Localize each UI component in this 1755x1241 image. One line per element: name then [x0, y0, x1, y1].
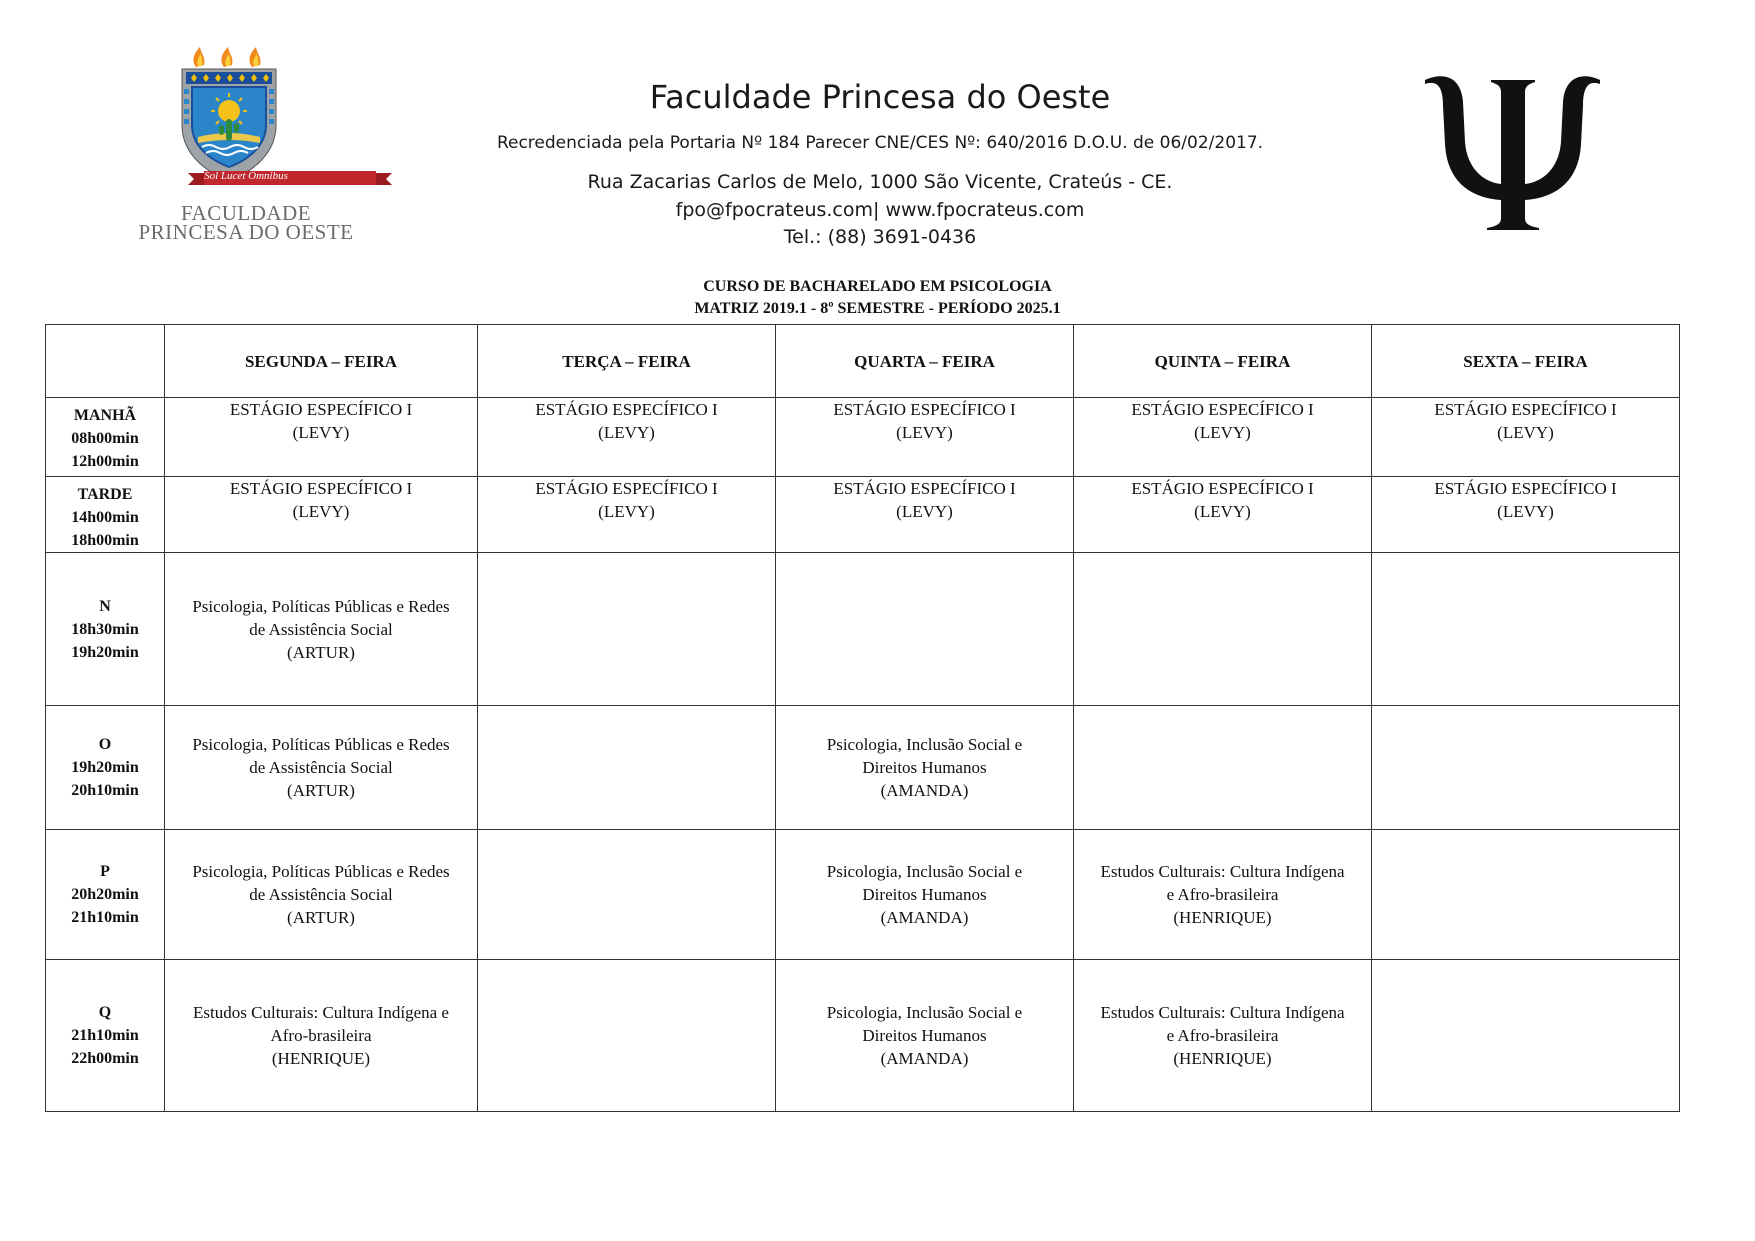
period-time: 19h20min	[71, 759, 139, 776]
class-cell-tuesday	[478, 477, 776, 553]
teacher-name: (AMANDA)	[880, 908, 969, 927]
address-text: Rua Zacarias Carlos de Melo, 1000 São Vicente, Crateús - CE.	[587, 171, 1173, 193]
class-cell-wednesday	[776, 830, 1074, 960]
period-label: O	[98, 736, 112, 753]
teacher-name: (LEVY)	[292, 502, 350, 521]
subject-line: Direitos Humanos	[862, 758, 987, 777]
class-cell-tuesday	[478, 553, 776, 706]
crest-icon	[174, 45, 284, 185]
table-row	[46, 477, 1680, 553]
header-day-thursday: QUINTA – FEIRA	[1074, 325, 1372, 398]
subject-line: Psicologia, Inclusão Social e	[826, 735, 1023, 754]
period-label: N	[99, 597, 111, 615]
subject-line: Psicologia, Inclusão Social e	[826, 862, 1023, 881]
class-cell-thursday	[1074, 477, 1372, 553]
subject-line: Direitos Humanos	[862, 1026, 987, 1045]
faculty-logo	[130, 45, 354, 245]
subject-line: de Assistência Social	[249, 758, 393, 777]
subject-line: Estudos Culturais: Cultura Indígena	[1100, 862, 1345, 881]
subject-line: ESTÁGIO ESPECÍFICO I	[833, 479, 1016, 498]
logo-name-line1: FACULDADE	[180, 201, 312, 225]
subject-line: ESTÁGIO ESPECÍFICO I	[1131, 479, 1314, 498]
class-cell-friday	[1372, 477, 1680, 553]
period-time: 20h20min	[71, 886, 139, 903]
period-label: MANHÃ	[73, 407, 137, 424]
teacher-name: (HENRIQUE)	[271, 1049, 371, 1068]
period-cell	[46, 960, 165, 1112]
subject-line: e Afro-brasileira	[1166, 885, 1279, 904]
class-cell-thursday	[1074, 960, 1372, 1112]
subject-line: Estudos Culturais: Cultura Indígena e	[193, 1003, 449, 1022]
accreditation-text: Recredenciada pela Portaria Nº 184 Parecer CNE/CES Nº: 640/2016 D.O.U. de 06/02/2017.	[496, 133, 1264, 153]
subject-line: Psicologia, Políticas Públicas e Redes	[192, 735, 450, 754]
teacher-name: (LEVY)	[1194, 502, 1251, 521]
motto-ribbon	[130, 167, 362, 189]
class-cell-friday	[1372, 830, 1680, 960]
class-cell-friday	[1372, 960, 1680, 1112]
table-row	[46, 960, 1680, 1112]
class-cell-tuesday	[478, 706, 776, 830]
class-cell-wednesday	[776, 960, 1074, 1112]
teacher-name: (LEVY)	[1497, 423, 1554, 442]
period-cell	[46, 706, 165, 830]
class-cell-wednesday	[776, 553, 1074, 706]
subject-line: Estudos Culturais: Cultura Indígena	[1100, 1003, 1345, 1022]
class-cell-friday	[1372, 706, 1680, 830]
period-time: 20h10min	[71, 782, 139, 799]
subject-line: de Assistência Social	[249, 885, 393, 904]
subject-line: ESTÁGIO ESPECÍFICO I	[535, 479, 718, 498]
table-header-row	[46, 325, 1680, 398]
teacher-name: (HENRIQUE)	[1173, 1049, 1272, 1068]
teacher-name: (LEVY)	[896, 423, 953, 442]
period-time: 18h00min	[71, 532, 139, 549]
table-row	[46, 398, 1680, 477]
teacher-name: (LEVY)	[1497, 502, 1554, 521]
header-day-wednesday: QUARTA – FEIRA	[776, 325, 1074, 398]
teacher-name: (ARTUR)	[287, 642, 355, 662]
header-day-tuesday: TERÇA – FEIRA	[478, 325, 776, 398]
class-cell-tuesday	[478, 960, 776, 1112]
period-cell	[46, 398, 165, 477]
class-cell-monday	[165, 706, 478, 830]
period-time: 22h00min	[71, 1050, 139, 1067]
class-cell-monday	[165, 477, 478, 553]
class-cell-thursday	[1074, 398, 1372, 477]
class-cell-tuesday	[478, 830, 776, 960]
class-cell-thursday	[1074, 706, 1372, 830]
subject-line: Direitos Humanos	[862, 885, 987, 904]
header-corner-cell	[46, 325, 165, 398]
class-cell-monday	[165, 398, 478, 477]
teacher-name: (LEVY)	[292, 423, 350, 442]
class-cell-monday	[165, 830, 478, 960]
class-cell-wednesday	[776, 398, 1074, 477]
teacher-name: (LEVY)	[896, 502, 953, 521]
period-time: 14h00min	[71, 509, 139, 526]
motto-text: Sol Lucet Omnibus	[204, 170, 288, 182]
period-label: TARDE	[77, 486, 133, 503]
class-cell-monday	[165, 960, 478, 1112]
course-subtitle: MATRIZ 2019.1 - 8º SEMESTRE - PERÍODO 2025.1	[694, 300, 1061, 317]
subject-line: ESTÁGIO ESPECÍFICO I	[833, 400, 1016, 419]
phone-text: Tel.: (88) 3691-0436	[783, 226, 977, 248]
teacher-name: (LEVY)	[598, 423, 655, 442]
teacher-name: (AMANDA)	[880, 781, 969, 800]
period-label: P	[100, 863, 110, 880]
class-cell-wednesday	[776, 477, 1074, 553]
schedule-table	[45, 324, 1680, 1112]
teacher-name: (ARTUR)	[287, 908, 355, 927]
period-label: Q	[98, 1004, 112, 1021]
table-row	[46, 830, 1680, 960]
flames-icon	[193, 47, 260, 67]
header-day-friday: SEXTA – FEIRA	[1372, 325, 1680, 398]
subject-line: ESTÁGIO ESPECÍFICO I	[1434, 400, 1617, 419]
class-cell-friday	[1372, 398, 1680, 477]
class-cell-wednesday	[776, 706, 1074, 830]
period-time: 18h30min	[71, 620, 139, 638]
subject-line: Afro-brasileira	[270, 1026, 372, 1045]
contact-text: fpo@fpocrateus.com| www.fpocrateus.com	[675, 199, 1085, 221]
teacher-name: (AMANDA)	[880, 1049, 969, 1068]
subject-line: e Afro-brasileira	[1166, 1026, 1279, 1045]
psi-symbol-icon	[1425, 72, 1600, 232]
subject-line: Psicologia, Políticas Públicas e Redes	[192, 862, 450, 881]
period-time: 19h20min	[71, 643, 139, 661]
subject-line: ESTÁGIO ESPECÍFICO I	[1131, 400, 1314, 419]
teacher-name: (ARTUR)	[287, 781, 355, 800]
period-cell	[46, 553, 165, 706]
institution-name: Faculdade Princesa do Oeste	[649, 78, 1111, 116]
subject-line: ESTÁGIO ESPECÍFICO I	[1434, 479, 1617, 498]
period-time: 21h10min	[71, 1027, 139, 1044]
subject-line: Psicologia, Inclusão Social e	[826, 1003, 1023, 1022]
period-cell	[46, 477, 165, 553]
period-time: 08h00min	[71, 430, 139, 447]
class-cell-tuesday	[478, 398, 776, 477]
period-cell	[46, 830, 165, 960]
course-title: CURSO DE BACHARELADO EM PSICOLOGIA	[703, 278, 1052, 295]
class-cell-thursday	[1074, 830, 1372, 960]
class-cell-friday	[1372, 553, 1680, 706]
subject-line: Psicologia, Políticas Públicas e Redes	[192, 596, 450, 616]
subject-line: de Assistência Social	[249, 619, 393, 639]
table-row	[46, 553, 1680, 706]
teacher-name: (LEVY)	[598, 502, 655, 521]
header-day-monday: SEGUNDA – FEIRA	[165, 325, 478, 398]
class-cell-monday	[165, 553, 478, 706]
period-time: 12h00min	[71, 453, 139, 470]
class-cell-thursday	[1074, 553, 1372, 706]
table-row	[46, 706, 1680, 830]
logo-name-line2: PRINCESA DO OESTE	[138, 220, 354, 244]
subject-line: ESTÁGIO ESPECÍFICO I	[229, 479, 413, 498]
subject-line: ESTÁGIO ESPECÍFICO I	[535, 400, 718, 419]
teacher-name: (HENRIQUE)	[1173, 908, 1272, 927]
subject-line: ESTÁGIO ESPECÍFICO I	[229, 400, 413, 419]
teacher-name: (LEVY)	[1194, 423, 1251, 442]
period-time: 21h10min	[71, 909, 139, 926]
